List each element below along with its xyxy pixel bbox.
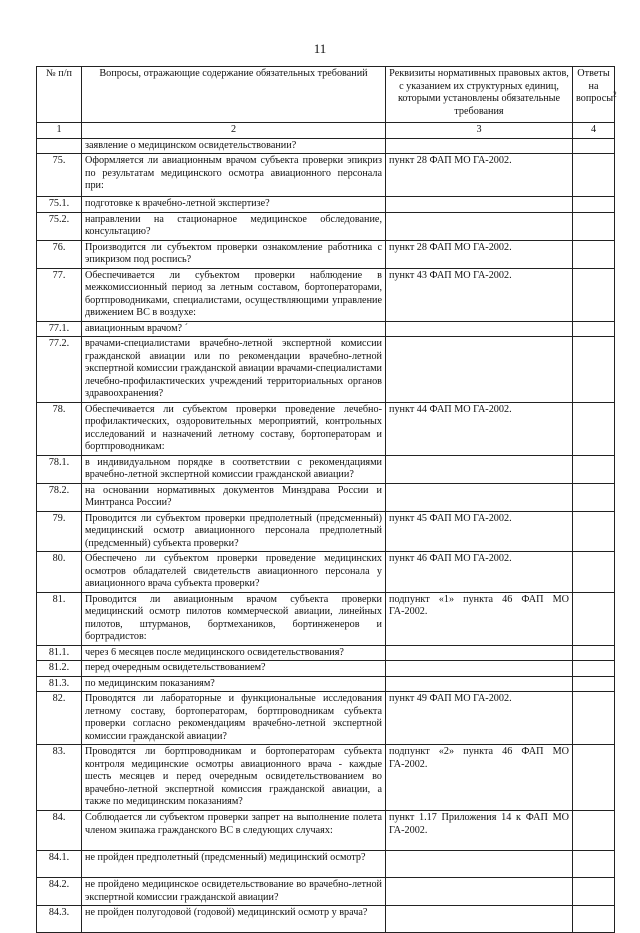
table-row: [37, 337, 615, 403]
question-text: в индивидуальном порядке в соответствии с рекомендациями врачебно-летной экспертной комиссии гражданской авиации?: [82, 455, 386, 483]
question-text: не пройден предполетный (предсменный) медицинский осмотр?: [82, 851, 386, 878]
header-answers-label: Ответы на вопросы: [576, 68, 614, 104]
table-row: [37, 483, 615, 511]
row-number: 81.: [37, 592, 82, 645]
question-text: на основании нормативных документов Минздрава России и Минтранса России?: [82, 483, 386, 511]
legal-reference: пункт 28 ФАП МО ГА-2002.: [386, 240, 573, 268]
answer-cell: [573, 197, 615, 213]
answer-cell: [573, 212, 615, 240]
table-row: [37, 676, 615, 692]
answer-cell: [573, 645, 615, 661]
question-text: не пройден полугодовой (годовой) медицинский осмотр у врача?: [82, 906, 386, 933]
answer-cell: [573, 337, 615, 403]
table-row: [37, 592, 615, 645]
page-number: 11: [313, 41, 327, 56]
table-row: [37, 268, 615, 321]
question-text: Проводится ли субъектом проверки предполетный (предсменный) медицинский осмотр авиационного персонала предполетный (предсменный) субъекта проверки?: [82, 511, 386, 552]
legal-reference: [386, 197, 573, 213]
legal-reference: [386, 321, 573, 337]
answer-cell: [573, 154, 615, 197]
row-number: 84.1.: [37, 851, 82, 878]
row-number: 75.1.: [37, 197, 82, 213]
row-number: [37, 138, 82, 154]
table-row: [37, 154, 615, 197]
answer-cell: [573, 240, 615, 268]
answer-cell: [573, 745, 615, 811]
table-row: [37, 645, 615, 661]
row-number: 78.: [37, 402, 82, 455]
table-row: [37, 321, 615, 337]
question-text: заявление о медицинском освидетельствовании?: [82, 138, 386, 154]
legal-reference: пункт 28 ФАП МО ГА-2002.: [386, 154, 573, 197]
answer-cell: [573, 402, 615, 455]
column-number-row: [37, 123, 615, 139]
legal-reference: [386, 483, 573, 511]
question-text: не пройдено медицинское освидетельствование во врачебно-летной экспертной комиссии гражданской авиации?: [82, 878, 386, 906]
legal-reference: [386, 676, 573, 692]
question-text: по медицинским показаниям?: [82, 676, 386, 692]
question-text: Производится ли субъектом проверки ознакомление работника с эпикризом под роспись?: [82, 240, 386, 268]
legal-reference: [386, 138, 573, 154]
question-text: подготовке к врачебно-летной экспертизе?: [82, 197, 386, 213]
question-text: Проводится ли авиационным врачом субъекта проверки медицинский осмотр пилотов коммерческой авиации, линейных пилотов, штурманов, бортмехаников, бортинженеров и бортрадистов:: [82, 592, 386, 645]
legal-reference: пункт 44 ФАП МО ГА-2002.: [386, 402, 573, 455]
legal-reference: пункт 45 ФАП МО ГА-2002.: [386, 511, 573, 552]
footnote-mark: 2: [613, 90, 617, 99]
row-number: 78.2.: [37, 483, 82, 511]
row-number: 76.: [37, 240, 82, 268]
table-row: [37, 197, 615, 213]
answer-cell: [573, 878, 615, 906]
answer-cell: [573, 851, 615, 878]
legal-reference: [386, 661, 573, 677]
header-questions: Вопросы, отражающие содержание обязательных требований: [82, 67, 386, 123]
answer-cell: [573, 483, 615, 511]
legal-reference: пункт 49 ФАП МО ГА-2002.: [386, 692, 573, 745]
question-text: Проводятся ли лабораторные и функциональные исследования летному составу, бортоператорам, бортпроводникам субъекта проверки согласно рекомендациям врачебно-летной экспертной комиссии гражданской авиации?: [82, 692, 386, 745]
requirements-table: [36, 66, 615, 933]
row-number: 75.2.: [37, 212, 82, 240]
legal-reference: [386, 851, 573, 878]
legal-reference: [386, 645, 573, 661]
question-text: авиационным врачом? ´: [82, 321, 386, 337]
table-row: [37, 402, 615, 455]
question-text: Проводятся ли бортпроводникам и бортоператорам субъекта контроля медицинские осмотры авиационного врача - каждые шесть месяцев и перед очередным освидетельствованием во врачебно-летной экспертной комиссия гражданской авиации, а также по медицинским показаниям?: [82, 745, 386, 811]
row-number: 79.: [37, 511, 82, 552]
table-row: [37, 552, 615, 593]
row-number: 84.2.: [37, 878, 82, 906]
answer-cell: [573, 552, 615, 593]
table-row: [37, 745, 615, 811]
answer-cell: [573, 511, 615, 552]
col-number: 3: [386, 123, 573, 139]
header-requisites: Реквизиты нормативных правовых актов, с указанием их структурных единиц, которыми установлены обязательные требования: [386, 67, 573, 123]
row-number: 78.1.: [37, 455, 82, 483]
table-row: [37, 661, 615, 677]
col-number: 4: [573, 123, 615, 139]
row-number: 83.: [37, 745, 82, 811]
question-text: Обеспечено ли субъектом проверки проведение медицинских осмотров обладателей свидетельств авиационного персонала у авиационного врача субъекта проверки?: [82, 552, 386, 593]
table-header-row: [37, 67, 615, 123]
legal-reference: [386, 212, 573, 240]
legal-reference: подпункт «1» пункта 46 ФАП МО ГА-2002.: [386, 592, 573, 645]
table-row: [37, 138, 615, 154]
answer-cell: [573, 321, 615, 337]
question-text: перед очередным освидетельствованием?: [82, 661, 386, 677]
legal-reference: [386, 337, 573, 403]
question-text: Оформляется ли авиационным врачом субъекта проверки эпикриз по результатам медицинского осмотра авиационного персонала при:: [82, 154, 386, 197]
legal-reference: пункт 46 ФАП МО ГА-2002.: [386, 552, 573, 593]
table-row: [37, 851, 615, 878]
answer-cell: [573, 592, 615, 645]
question-text: Соблюдается ли субъектом проверки запрет на выполнение полета членом экипажа гражданского ВС в следующих случаях:: [82, 811, 386, 851]
question-text: через 6 месяцев после медицинского освидетельствования?: [82, 645, 386, 661]
answer-cell: [573, 138, 615, 154]
answer-cell: [573, 811, 615, 851]
table-row: [37, 511, 615, 552]
row-number: 81.1.: [37, 645, 82, 661]
row-number: 81.2.: [37, 661, 82, 677]
header-num: № п/п: [37, 67, 82, 123]
table-row: [37, 906, 615, 933]
table-row: [37, 240, 615, 268]
answer-cell: [573, 661, 615, 677]
question-text: направлении на стационарное медицинское обследование, консультацию?: [82, 212, 386, 240]
table-row: [37, 455, 615, 483]
legal-reference: пункт 1.17 Приложения 14 к ФАП МО ГА-2002.: [386, 811, 573, 851]
answer-cell: [573, 692, 615, 745]
row-number: 80.: [37, 552, 82, 593]
row-number: 75.: [37, 154, 82, 197]
col-number: 2: [82, 123, 386, 139]
row-number: 82.: [37, 692, 82, 745]
answer-cell: [573, 906, 615, 933]
row-number: 84.: [37, 811, 82, 851]
table-row: [37, 212, 615, 240]
legal-reference: пункт 43 ФАП МО ГА-2002.: [386, 268, 573, 321]
row-number: 81.3.: [37, 676, 82, 692]
legal-reference: [386, 455, 573, 483]
row-number: 84.3.: [37, 906, 82, 933]
legal-reference: [386, 906, 573, 933]
question-text: Обеспечивается ли субъектом проверки наблюдение в межкомиссионный период за летным составом, бортоператорами, бортпроводниками, специалистами, осуществляющими управление движением ВС в воздухе:: [82, 268, 386, 321]
legal-reference: [386, 878, 573, 906]
question-text: Обеспечивается ли субъектом проверки проведение лечебно-профилактических, оздоровительных мероприятий, контрольных исследований и назначений летному составу, бортоператорам и бортпроводникам:: [82, 402, 386, 455]
table-row: [37, 878, 615, 906]
answer-cell: [573, 268, 615, 321]
row-number: 77.1.: [37, 321, 82, 337]
answer-cell: [573, 455, 615, 483]
answer-cell: [573, 676, 615, 692]
table-row: [37, 692, 615, 745]
row-number: 77.2.: [37, 337, 82, 403]
table-row: [37, 811, 615, 851]
header-answers: [573, 67, 615, 123]
row-number: 77.: [37, 268, 82, 321]
col-number: 1: [37, 123, 82, 139]
question-text: врачами-специалистами врачебно-летной экспертной комиссии гражданской авиации или по рекомендации врачебно-летной экспертной комиссии гражданской авиации врачами-специалистами лечебно-профилактических учреждений территориальных органов здравоохранения?: [82, 337, 386, 403]
legal-reference: подпункт «2» пункта 46 ФАП МО ГА-2002.: [386, 745, 573, 811]
